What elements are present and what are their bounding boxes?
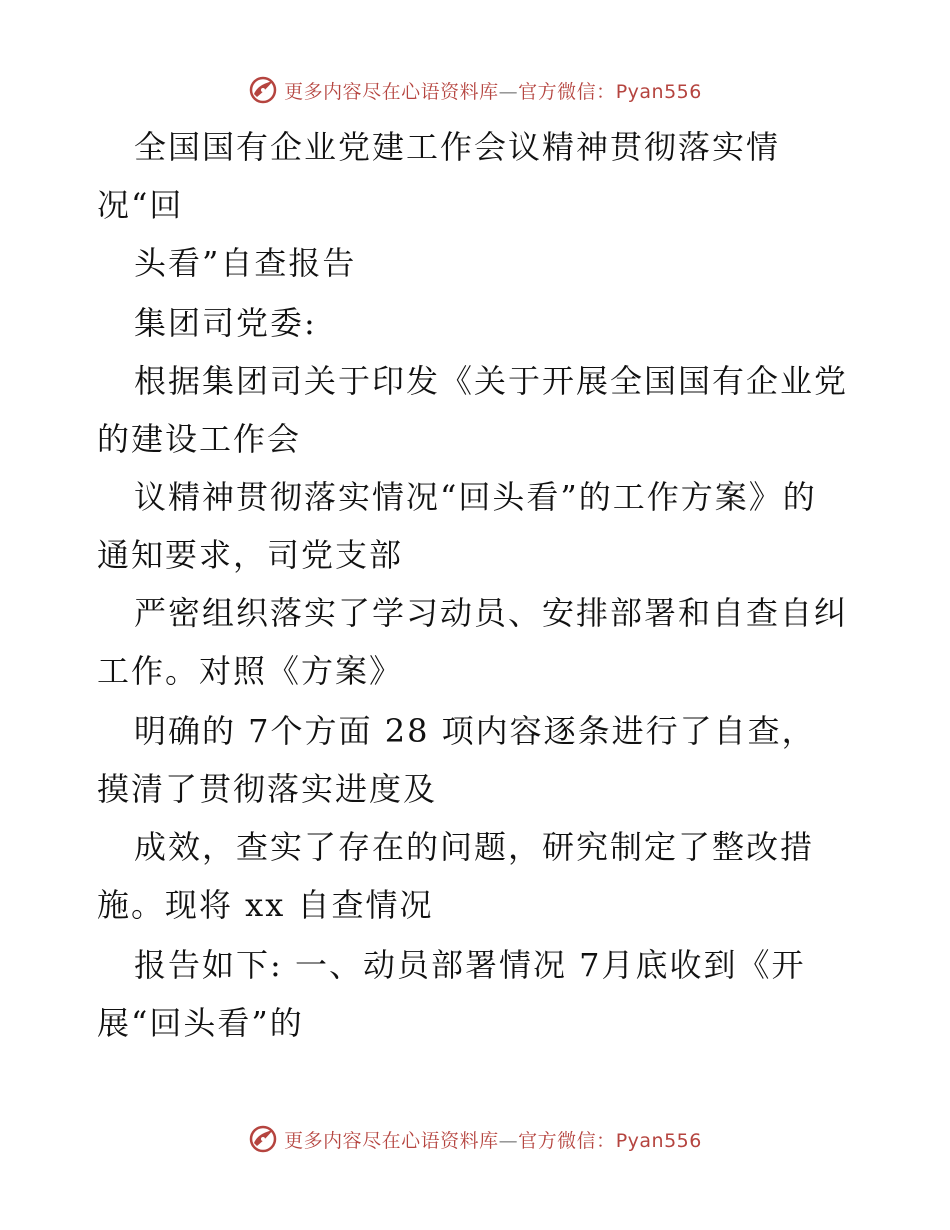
watermark-separator: —: [498, 1129, 519, 1152]
doc-paragraph-line: 根据集团司关于印发《关于开展全国国有企业党: [134, 362, 849, 400]
footer-watermark: [0, 1121, 950, 1157]
watermark-separator: —: [498, 80, 519, 103]
doc-paragraph-line: 报告如下: 一、动员部署情况 7月底收到《开: [134, 946, 806, 984]
doc-paragraph-line: 议精神贯彻落实情况“回头看”的工作方案》的: [134, 478, 817, 516]
watermark-text: 更多内容尽在心语资料库: [284, 1129, 499, 1152]
doc-paragraph-line: 施。现将 xx 自查情况: [97, 886, 434, 924]
doc-title-line-3: 头看”自查报告: [134, 244, 357, 282]
doc-paragraph-line: 展“回头看”的: [97, 1004, 304, 1042]
doc-title-line-1: 全国国有企业党建工作会议精神贯彻落实情: [134, 128, 781, 166]
doc-paragraph-line: 明确的 7个方面 28 项内容逐条进行了自查，: [134, 712, 816, 750]
watermark-contact-id: Pyan556: [615, 1129, 702, 1152]
watermark-contact-id: Pyan556: [615, 80, 702, 103]
doc-paragraph-line: 严密组织落实了学习动员、安排部署和自查自纠: [134, 594, 849, 632]
doc-paragraph-line: 摸清了贯彻落实进度及: [97, 770, 438, 808]
doc-salutation: 集团司党委:: [134, 304, 317, 342]
doc-title-line-2: 况“回: [97, 186, 184, 224]
doc-paragraph-line: 通知要求，司党支部: [97, 536, 404, 574]
watermark-logo-icon: [248, 1124, 278, 1154]
doc-paragraph-line: 的建设工作会: [97, 420, 302, 458]
header-watermark: [0, 72, 950, 108]
watermark-contact-label: 官方微信：: [518, 1129, 616, 1152]
watermark-logo-icon: [248, 75, 278, 105]
watermark-contact-label: 官方微信：: [518, 80, 616, 103]
doc-paragraph-line: 成效，查实了存在的问题，研究制定了整改措: [134, 828, 815, 866]
doc-paragraph-line: 工作。对照《方案》: [97, 652, 404, 690]
watermark-text: 更多内容尽在心语资料库: [284, 80, 499, 103]
